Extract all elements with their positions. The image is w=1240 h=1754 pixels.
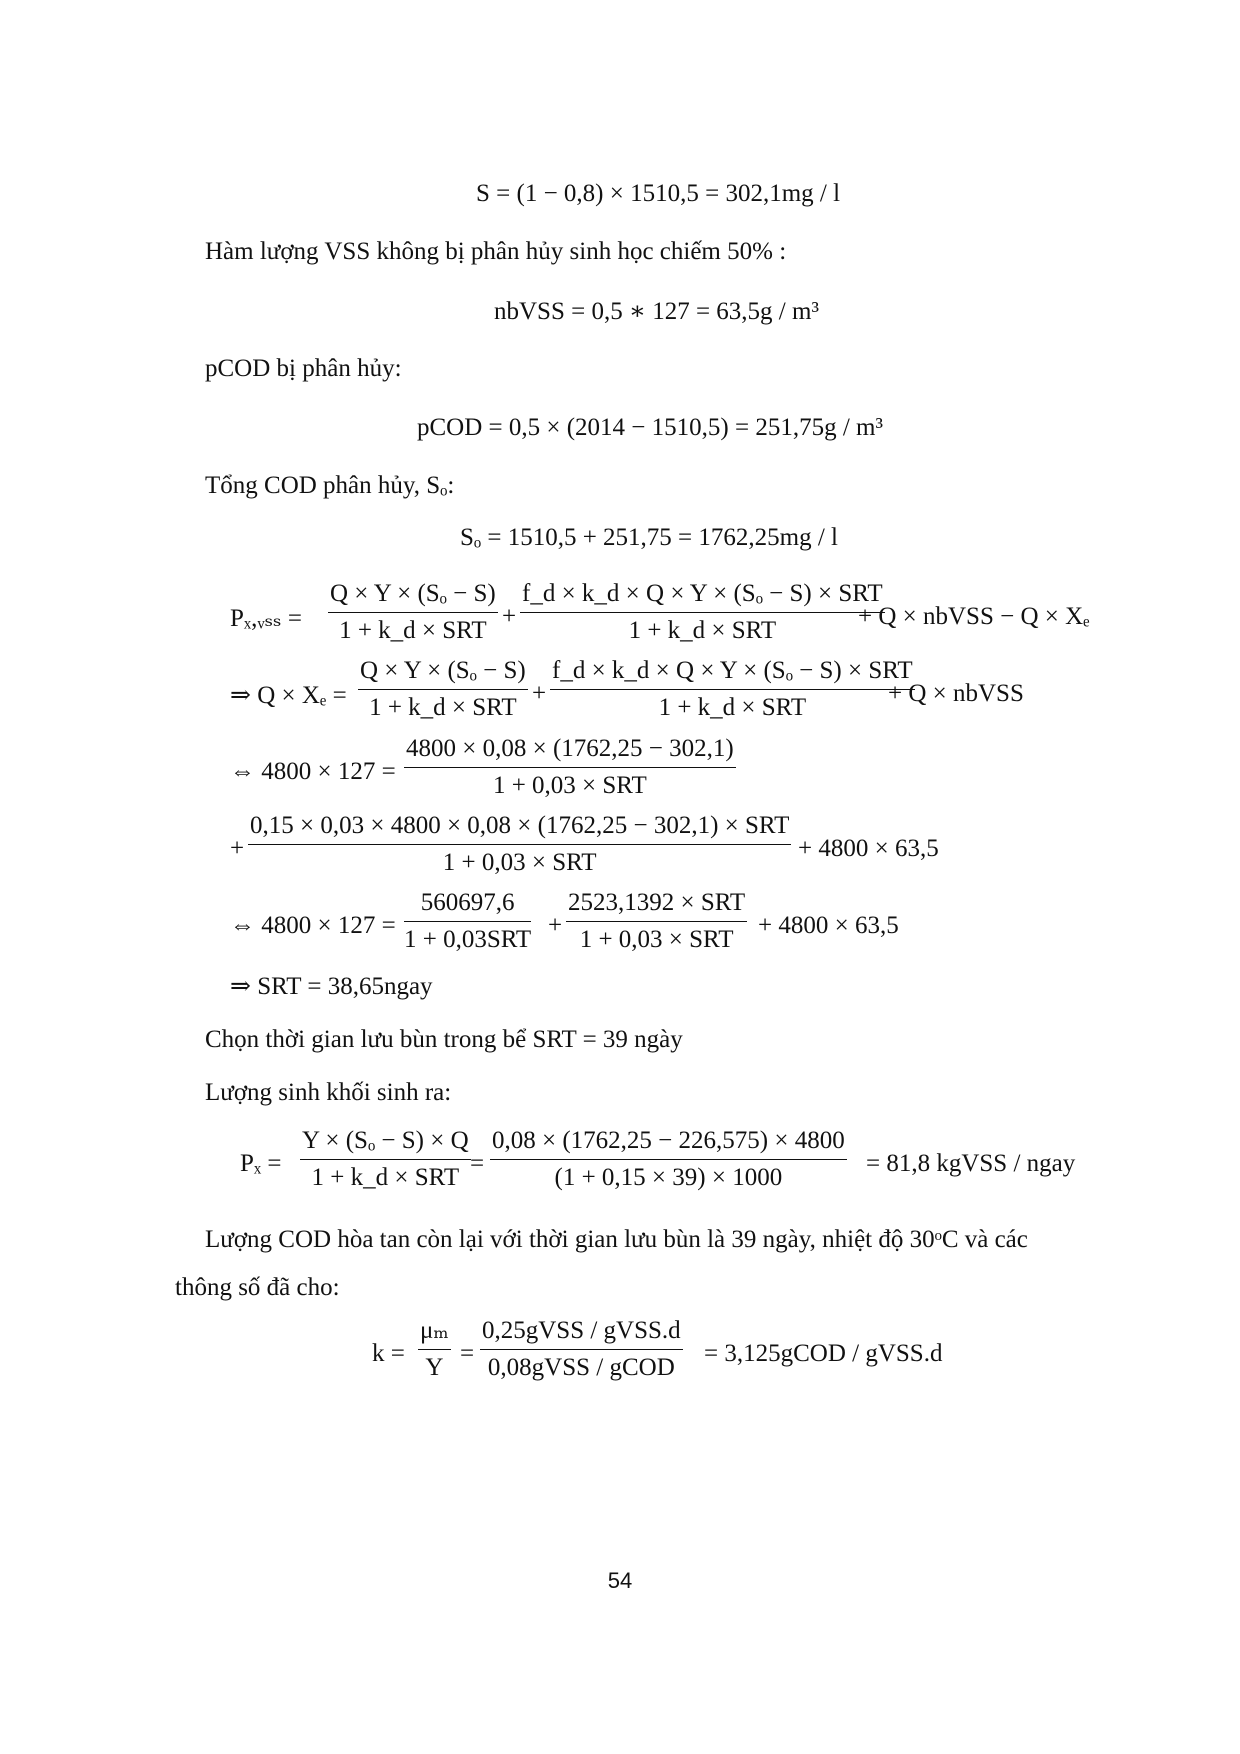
px-fraction-1-numerator: Y × (Sₒ − S) × Q: [300, 1127, 471, 1160]
text-cod-remaining-2: thông số đã cho:: [175, 1274, 340, 1301]
sub1-lhs: ⇔ 4800 × 127 =: [230, 758, 396, 785]
qxe-fraction-2-numerator: f_d × k_d × Q × Y × (Sₒ − S) × SRT: [550, 657, 915, 690]
px-vss-fraction-1: [328, 580, 498, 645]
sub3-fraction-2-denominator: 1 + 0,03 × SRT: [579, 926, 734, 953]
px-fraction-2-denominator: (1 + 0,15 × 39) × 1000: [554, 1164, 783, 1191]
px-tail: = 81,8 kgVSS / ngay: [866, 1150, 1076, 1177]
qxe-tail: + Q × nbVSS: [888, 680, 1024, 707]
qxe-fraction-2-denominator: 1 + k_d × SRT: [658, 694, 807, 721]
page-number: 54: [607, 1568, 633, 1593]
qxe-fraction-1: [358, 657, 528, 722]
sub2-fraction-numerator: 0,15 × 0,03 × 4800 × 0,08 × (1762,25 − 302,1) × SRT: [248, 812, 791, 845]
sub3-fraction-2: [566, 889, 747, 954]
equation-s: S = (1 − 0,8) × 1510,5 = 302,1mg / l: [476, 180, 841, 207]
k-fraction-2-denominator: 0,08gVSS / gCOD: [487, 1354, 675, 1381]
sub3-fraction-1-denominator: 1 + 0,03SRT: [404, 926, 532, 953]
equation-pcod: pCOD = 0,5 × (2014 − 1510,5) = 251,75g / m³: [417, 414, 883, 441]
sub2-tail: + 4800 × 63,5: [798, 835, 939, 862]
sub1-fraction-denominator: 1 + 0,03 × SRT: [492, 772, 647, 799]
px-vss-plus: +: [502, 603, 517, 630]
equation-srt: ⇒ SRT = 38,65ngay: [230, 973, 433, 1000]
px-fraction-2: [490, 1127, 847, 1192]
px-fraction-1: [300, 1127, 471, 1192]
qxe-fraction-2: [550, 657, 915, 722]
px-fraction-1-denominator: 1 + k_d × SRT: [311, 1164, 460, 1191]
qxe-lhs: ⇒ Q × Xₑ =: [230, 682, 347, 709]
text-pcod: pCOD bị phân hủy:: [205, 355, 402, 382]
equation-so: Sₒ = 1510,5 + 251,75 = 1762,25mg / l: [460, 524, 838, 551]
sub3-fraction-1: [404, 889, 531, 954]
px-vss-lhs: Pₓ,ᵥₛₛ =: [230, 605, 302, 632]
sub1-fraction-numerator: 4800 × 0,08 × (1762,25 − 302,1): [404, 735, 736, 768]
k-equals: =: [460, 1340, 475, 1367]
px-vss-fraction-2-numerator: f_d × k_d × Q × Y × (Sₒ − S) × SRT: [520, 580, 885, 613]
px-vss-fraction-1-denominator: 1 + k_d × SRT: [339, 617, 487, 644]
sub2-fraction-denominator: 1 + 0,03 × SRT: [442, 849, 597, 876]
px-lhs: Pₓ =: [240, 1150, 282, 1177]
px-vss-tail: + Q × nbVSS − Q × Xₑ: [858, 603, 1090, 630]
px-vss-fraction-2-denominator: 1 + k_d × SRT: [628, 617, 777, 644]
sub3-fraction-1-numerator: 560697,6: [404, 889, 531, 922]
qxe-fraction-1-denominator: 1 + k_d × SRT: [369, 694, 517, 721]
k-fraction-1-numerator: μₘ: [418, 1317, 451, 1350]
sub3-tail: + 4800 × 63,5: [758, 912, 899, 939]
sub3-plus: +: [548, 912, 563, 939]
sub1-fraction: [404, 735, 736, 800]
qxe-fraction-1-numerator: Q × Y × (Sₒ − S): [358, 657, 528, 690]
equation-nbvss: nbVSS = 0,5 ∗ 127 = 63,5g / m³: [494, 298, 819, 325]
sub3-lhs: ⇔ 4800 × 127 =: [230, 912, 396, 939]
k-lhs: k =: [372, 1340, 405, 1367]
text-cod-remaining-1: Lượng COD hòa tan còn lại với thời gian lưu bùn là 39 ngày, nhiệt độ 30ᵒC và các: [205, 1226, 1028, 1253]
text-choose-srt: Chọn thời gian lưu bùn trong bể SRT = 39 ngày: [205, 1026, 683, 1053]
k-fraction-1-denominator: Y: [425, 1354, 444, 1381]
sub2-lhs: +: [230, 835, 245, 862]
px-fraction-2-numerator: 0,08 × (1762,25 − 226,575) × 4800: [490, 1127, 847, 1160]
k-fraction-2: [480, 1317, 683, 1382]
text-biomass: Lượng sinh khối sinh ra:: [205, 1079, 452, 1106]
k-fraction-1: [418, 1317, 451, 1382]
sub2-fraction: [248, 812, 791, 877]
k-tail: = 3,125gCOD / gVSS.d: [704, 1340, 943, 1367]
text-total-cod: Tổng COD phân hủy, Sₒ:: [205, 472, 455, 499]
k-fraction-2-numerator: 0,25gVSS / gVSS.d: [480, 1317, 683, 1350]
sub3-fraction-2-numerator: 2523,1392 × SRT: [566, 889, 747, 922]
px-vss-fraction-1-numerator: Q × Y × (Sₒ − S): [328, 580, 498, 613]
px-vss-fraction-2: [520, 580, 885, 645]
px-equals: =: [470, 1150, 485, 1177]
text-nbvss: Hàm lượng VSS không bị phân hủy sinh học chiếm 50% :: [205, 238, 787, 265]
qxe-plus: +: [532, 680, 547, 707]
